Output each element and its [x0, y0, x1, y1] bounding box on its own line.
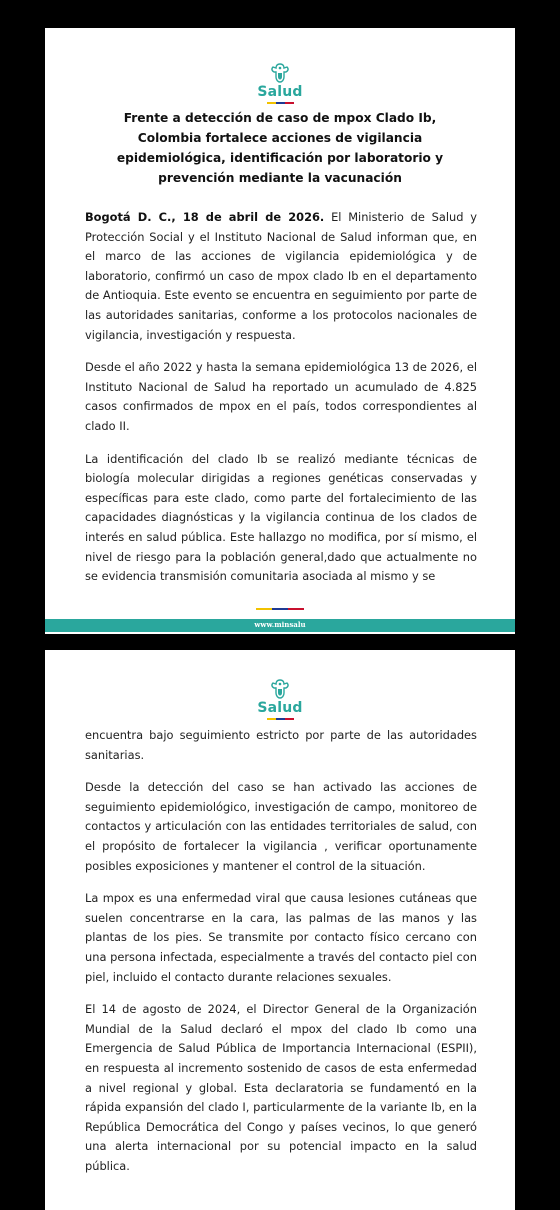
ministry-logo: [240, 678, 320, 720]
footer-stripe-red: [288, 608, 304, 610]
paragraph-3: La mpox es una enfermedad viral que causa lesiones cutáneas que suelen concentrarse en la cara, las palmas de las manos y las plantas de los pies. Se transmite por contacto físico cercano con una persona infectada, especialmente a través del contacto piel con piel, incluido el contacto durante relaciones sexuales.: [85, 891, 477, 984]
paragraph-2: Desde la detección del caso se han activado las acciones de seguimiento epidemiológico, investigación de campo, monitoreo de contactos y articulación con las entidades territoriales de salud, con el propósito de fortalecer la vigilancia , verificar oportunamente posibles exposiciones y mantener el control de la situación.: [85, 780, 477, 873]
document-page-2: [45, 650, 515, 1210]
paragraph-1: encuentra bajo seguimiento estricto por parte de las autoridades sanitarias.: [85, 728, 477, 762]
stripe-blue: [276, 718, 285, 720]
page-1-body: [85, 208, 477, 600]
paragraph-1-text: El Ministerio de Salud y Protección Social y el Instituto Nacional de Salud informan que, en el marco de las acciones de vigilancia epidemiológica y de laboratorio, confirmó un caso de mpox clado Ib en el departamento de Antioquia. Este evento se encuentra en seguimiento por parte de las autoridades sanitarias, conforme a los protocolos nacionales de vigilancia, investigación y respuesta.: [85, 210, 477, 342]
coat-of-arms-icon: [267, 62, 293, 84]
press-release-title: Frente a detección de caso de mpox Clado Ib, Colombia fortalece acciones de vigilancia epidemiológica, identificación por laboratorio y prevención mediante la vacunación: [116, 111, 444, 185]
dateline: Bogotá D. C., 18 de abril de 2026.: [85, 210, 325, 224]
footer-stripe-yellow: [256, 608, 272, 610]
document-page-1: [45, 28, 515, 634]
stripe-yellow: [267, 102, 276, 104]
paragraph-4: El 14 de agosto de 2024, el Director General de la Organización Mundial de la Salud declaró el mpox del clado Ib como una Emergencia de Salud Pública de Importancia Internacional (ESPII), en respuesta al incremento sostenido de casos de esta enfermedad a nivel regional y global. Esta declaratoria se fundamentó en la rápida expansión del clado I, particularmente de la variante Ib, en la República Democrática del Congo y países vecinos, lo que generó una alerta internacional por su potencial impacto en la salud pública.: [85, 1002, 477, 1173]
logo-text: Salud: [257, 84, 303, 100]
stripe-yellow: [267, 718, 276, 720]
logo-text: Salud: [257, 700, 303, 716]
paragraph-1: [85, 208, 477, 345]
page-2-body: [85, 726, 477, 1189]
stripe-red: [285, 102, 294, 104]
ministry-logo: [240, 62, 320, 104]
paragraph-2: Desde el año 2022 y hasta la semana epidemiológica 13 de 2026, el Instituto Nacional de Salud ha reportado un acumulado de 4.825 casos confirmados de mpox en el país, todos correspondientes al clado II.: [85, 360, 477, 433]
paragraph-3: La identificación del clado Ib se realizó mediante técnicas de biología molecular dirigidas a regiones genéticas conservadas y específicas para este clado, como parte del fortalecimiento de las capacidades diagnósticas y la vigilancia continua de los clados de interés en salud pública. Este hallazgo no modifica, por sí mismo, el nivel de riesgo para la población general,dado que actualmente no se evidencia transmisión comunitaria asociada al mismo y se: [85, 451, 477, 584]
footer-url: www.minsalu: [254, 620, 306, 629]
stripe-blue: [276, 102, 285, 104]
coat-of-arms-icon: [267, 678, 293, 700]
footer-stripe-blue: [272, 608, 288, 610]
footer-flag-stripe: [256, 608, 304, 610]
stripe-red: [285, 718, 294, 720]
flag-stripe: [240, 718, 320, 720]
flag-stripe: [240, 102, 320, 104]
footer-bar: [45, 619, 515, 632]
